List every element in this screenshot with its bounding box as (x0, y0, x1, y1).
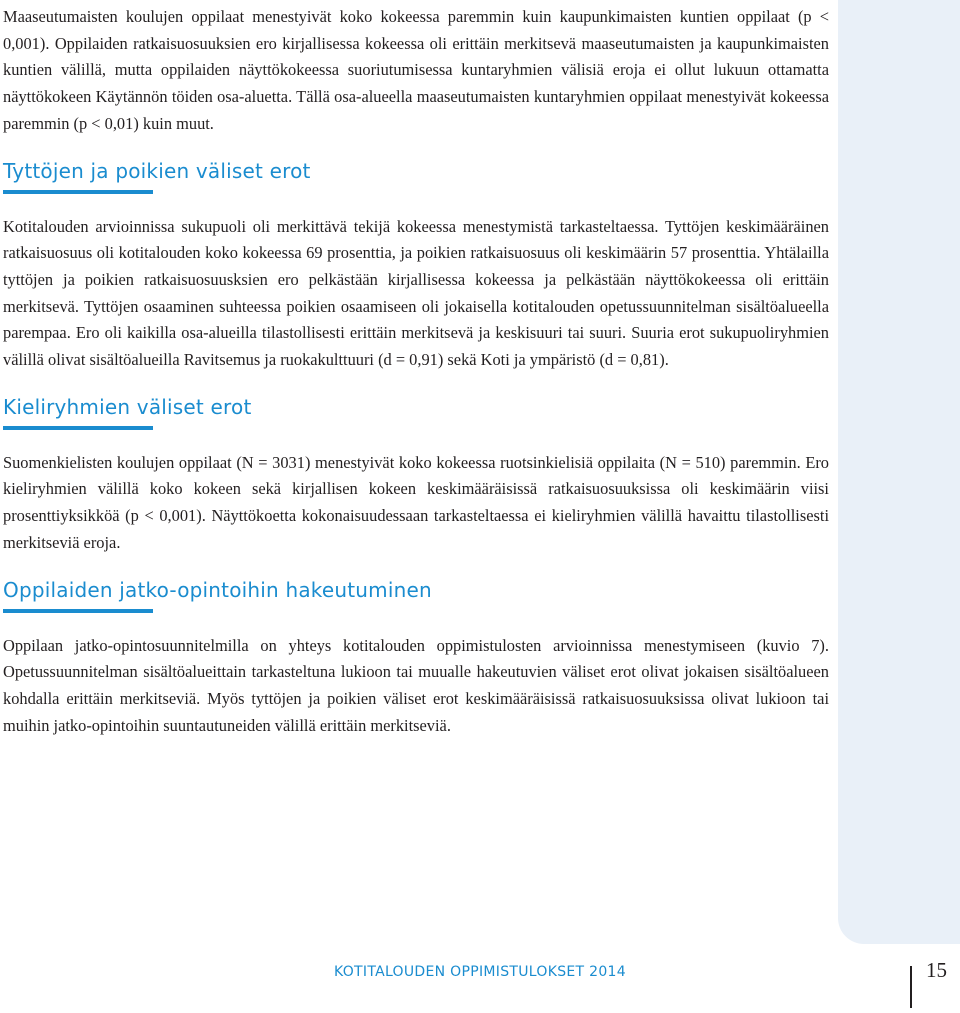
heading-underline (3, 609, 153, 613)
heading-underline (3, 190, 153, 194)
footer-publication-title: KOTITALOUDEN OPPIMISTULOKSET 2014 (334, 964, 626, 980)
intro-paragraph: Maaseutumaisten koulujen oppilaat menestyivät koko kokeessa paremmin kuin kaupunkimaisten kuntien oppilaat (p < 0,001). Oppilaiden ratkaisuosuuksien ero kirjallisessa kokeessa oli erittäin merkitsevä maaseutumaisten ja kaupunkimaisten kuntien välillä, mutta oppilaiden näyttökokeessa suoriutumisessa kuntaryhmien välisiä eroja ei ollut lukuun ottamatta näyttökokeen Käytännön töiden osa-aluetta. Tällä osa-alueella maaseutumaisten kuntaryhmien oppilaat menestyivät kokeessa paremmin (p < 0,01) kuin muut. (3, 7, 829, 133)
further-studies-paragraph: Oppilaan jatko-opintosuunnitelmilla on yhteys kotitalouden oppimistulosten arvioinnissa menestymiseen (kuvio 7). Opetussuunnitelman sisältöalueittain tarkasteltuna lukioon tai muualle hakeutuvien väliset erot olivat jokaisen sisältöalueen kohdalla erittäin merkitseviä. Myös tyttöjen ja poikien väliset erot keskimääräisissä ratkaisuosuuksissa olivat lukioon tai muihin jatko-opintoihin suuntautuneiden välillä erittäin merkitseviä. (3, 635, 829, 735)
footer-divider (910, 966, 912, 1008)
heading-gender-differences: Tyttöjen ja poikien väliset erot (3, 158, 311, 183)
gender-differences-paragraph: Kotitalouden arvioinnissa sukupuoli oli merkittävä tekijä kokeessa menestymistä tarkasteltaessa. Tyttöjen keskimääräinen ratkaisuosuus oli kotitalouden koko kokeessa 69 prosenttia, ja poikien ratkaisuosuus oli keskimäärin 57 prosenttia. Yhtälailla tyttöjen ja poikien ratkaisuosuusksien ero pelkästään kirjallisessa kokeessa ja pelkästään näyttökokeessa oli erittäin merkitsevä. Tyttöjen osaaminen suhteessa poikien osaamiseen oli jokaisella kotitalouden opetussuunnitelman sisältöalueella parempaa. Ero oli kaikilla osa-alueilla tilastollisesti erittäin merkitsevä ja keskisuuri tai suuri. Suuria erot sukupuoliryhmien välillä olivat sisältöalueilla Ravitsemus ja ruokakulttuuri (d = 0,91) sekä Koti ja ympäristö (d = 0,81). (3, 216, 829, 370)
page-number: 15 (926, 958, 947, 982)
language-groups-paragraph: Suomenkielisten koulujen oppilaat (N = 3031) menestyivät koko kokeessa ruotsinkielisiä oppilaita (N = 510) paremmin. Ero kieliryhmien välillä koko kokeen sekä kirjallisen kokeen keskimääräisissä ratkaisuosuuksissa oli keskimäärin viisi prosenttiyksikköä (p < 0,001). Näyttökoetta kokonaisuudessaan tarkasteltaessa ei kieliryhmien välillä havaittu tilastollisesti merkitseviä eroja. (3, 452, 829, 552)
heading-language-groups: Kieliryhmien väliset erot (3, 394, 252, 419)
heading-further-studies: Oppilaiden jatko-opintoihin hakeutuminen (3, 577, 432, 602)
heading-underline (3, 426, 153, 430)
margin-sidebar-panel (838, 0, 960, 944)
section-heading-gender (3, 158, 829, 194)
section-heading-further-studies (3, 577, 829, 613)
section-heading-language (3, 394, 829, 430)
page-content (3, 4, 829, 739)
